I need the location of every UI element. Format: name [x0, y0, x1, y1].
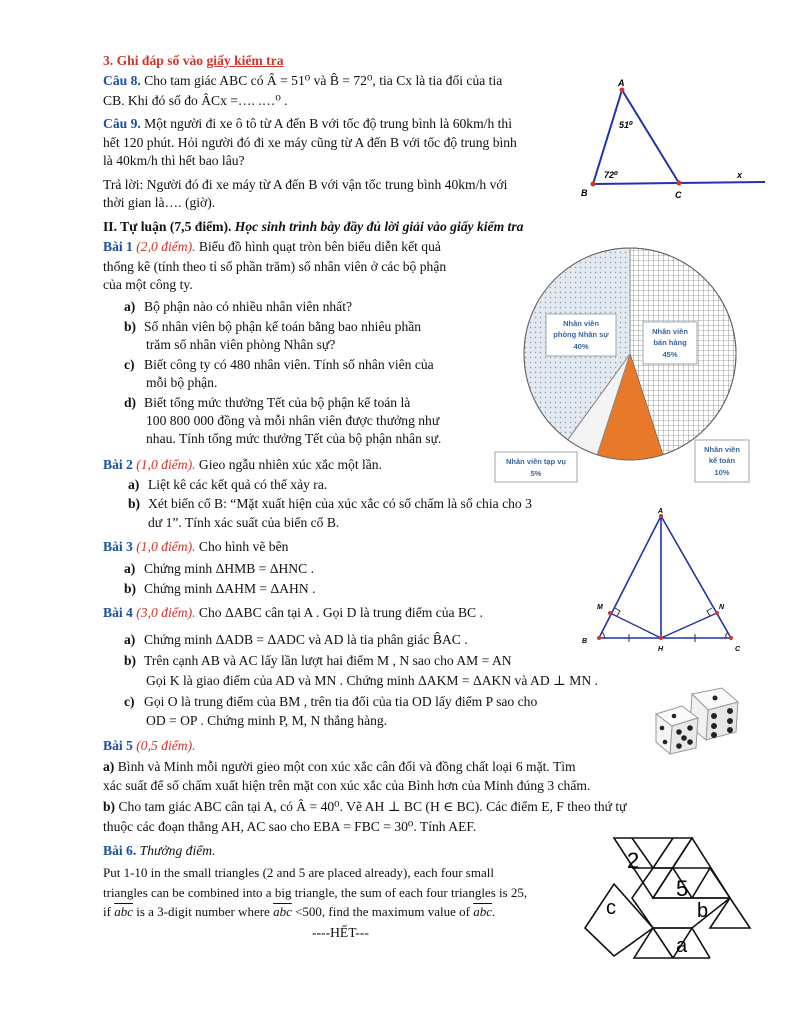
bai2-a-key: a) — [128, 477, 140, 492]
triangle-puzzle — [580, 832, 756, 960]
bai4-b — [124, 652, 512, 669]
bai3-b-key: b) — [124, 581, 137, 596]
segment-hm — [610, 613, 661, 638]
pie-label-hr-3: 40% — [573, 342, 589, 351]
bai1-a — [124, 298, 352, 315]
puzzle-number-2: 2 — [627, 848, 640, 873]
q9-line2: hết 120 phút. Hỏi người đó đi xe máy cũng từ A đến B với tốc độ trung bình — [103, 135, 517, 150]
bai1-intro2: thống kê (tính theo tỉ số phần trăm) số nhân viên ở các bộ phận — [103, 259, 447, 274]
bai6-l3a: if — [103, 904, 115, 919]
point-c — [677, 181, 682, 186]
puzzle-letter-a: a — [676, 935, 688, 957]
bai1-label: Bài 1 — [103, 239, 133, 254]
bai1-intro3: của một công ty. — [103, 277, 193, 292]
section3-title — [103, 52, 284, 69]
label-b: B — [581, 188, 588, 198]
bai5-b-key: b) — [103, 799, 116, 814]
pie-label-hr-1: Nhân viên — [563, 319, 599, 328]
pie-label-hr-2: phòng Nhân sự — [553, 330, 609, 339]
bai2-a — [128, 476, 327, 493]
bai3-intro-text: Cho hình vẽ bên — [195, 539, 289, 554]
label-c: C — [675, 190, 682, 200]
label-a2: A — [658, 508, 664, 515]
bai3-a — [124, 560, 314, 577]
label-n2: N — [719, 604, 725, 611]
bai6-line3 — [103, 903, 495, 920]
bai4-b-key: b) — [124, 653, 137, 668]
puzzle-letter-c: c — [606, 897, 616, 919]
bai3-label: Bài 3 — [103, 539, 133, 554]
bai6-points: Thưởng điểm. — [136, 843, 216, 858]
bai6-abc-1: $\overline{abc}$ — [114, 904, 133, 919]
label-c2: C — [735, 646, 741, 653]
answer-line1: Trả lời: Người đó đi xe máy từ A đến B với vận tốc trung bình 40km/h với — [103, 177, 508, 192]
triangle-abc-figure — [575, 78, 775, 203]
side-ac — [622, 90, 679, 183]
q8-line1 — [103, 72, 502, 89]
point-a — [620, 88, 625, 93]
bai3-b-text: Chứng minh ΔAHM = ΔAHN . — [144, 581, 316, 596]
q9-label: Câu 9. — [103, 116, 141, 131]
pie-label-sales-3: 45% — [662, 350, 678, 359]
bai6-abc-2: $\overline{abc}$ — [273, 904, 292, 919]
bai2-b-key: b) — [128, 496, 141, 511]
bai1-intro1: Biểu đồ hình quạt tròn bên biểu diễn kết quả — [195, 239, 441, 254]
bai5-b1 — [103, 798, 627, 815]
bai4-c-text2: OD = OP . Chứng minh P, M, N thẳng hàng. — [146, 713, 388, 728]
bai1-d-text3: nhau. Tính tổng mức thưởng Tết của bộ phận nhân sự. — [146, 431, 442, 446]
bai6-title — [103, 842, 215, 859]
bai4-points: (3,0 điểm). — [132, 605, 196, 620]
bai3-a-key: a) — [124, 561, 136, 576]
pie-label-acc-3: 10% — [714, 468, 730, 477]
bai6-l3d: . — [491, 904, 496, 919]
bai1-c-key: c) — [124, 357, 135, 372]
section3-title-b: giấy kiểm tra — [206, 53, 284, 68]
bai1-b-text2: trăm số nhân viên phòng Nhân sự? — [146, 337, 336, 352]
bai2-b-text1: Xét biến cố B: “Mặt xuất hiện của xúc xắc có số chấm là số chia cho 3 — [148, 496, 532, 511]
bai2-b — [128, 495, 532, 512]
bai4-a-text: Chứng minh ΔADB = ΔADC và AD là tia phân giác B̂AC . — [144, 632, 468, 647]
bai6-label: Bài 6. — [103, 843, 137, 858]
q8-line2: CB. Khi đó số đo ÂCx =…. .…⁰ . — [103, 93, 288, 108]
pie-label-acc-2: kế toán — [708, 456, 736, 465]
bai2-intro-text: Gieo ngẫu nhiên xúc xắc một lần. — [195, 457, 382, 472]
label-h2: H — [658, 646, 664, 653]
bai1-b — [124, 318, 421, 335]
bai5-label: Bài 5 — [103, 738, 133, 753]
bai3-a-text: Chứng minh ΔHMB = ΔHNC . — [144, 561, 314, 576]
bai5-a-key: a) — [103, 759, 115, 774]
bai5-a-text1: Bình và Minh mỗi người gieo một con xúc xắc cân đối và đồng chất loại 6 mặt. Tìm — [114, 759, 576, 774]
bai5-a-text2: xác suất để số chấm xuất hiện trên mặt con xúc xắc của Bình hơn của Minh đúng 3 chấm. — [103, 778, 591, 793]
section2-title-a: II. Tự luận (7,5 điểm). — [103, 219, 235, 234]
bai1-b-key: b) — [124, 319, 137, 334]
bai3-intro — [103, 538, 288, 555]
bai5-b-text2: thuộc các đoạn thẳng AH, AC sao cho EBA = FBC = 30⁰. Tính AEF. — [103, 819, 477, 834]
section3-title-a: 3. Ghi đáp số vào — [103, 53, 207, 68]
bai2-a-text: Liệt kê các kết quả có thể xảy ra. — [148, 477, 328, 492]
section2-title — [103, 218, 523, 235]
bai2-points: (1,0 điểm). — [132, 457, 196, 472]
bai4-c — [124, 693, 537, 710]
end-marker: ----HẾT--- — [312, 925, 369, 940]
bai1-b-text1: Số nhân viên bộ phận kế toán bằng bao nhiêu phần — [144, 319, 422, 334]
bai2-label: Bài 2 — [103, 457, 133, 472]
bai6-line1: Put 1-10 in the small triangles (2 and 5 are placed already), each four small — [103, 865, 494, 880]
q8-text1: Cho tam giác ABC có Â = 51⁰ và B̂ = 72⁰, tia Cx là tia đối của tia — [140, 73, 503, 88]
isosceles-triangle-figure — [577, 505, 747, 655]
bai5-a1 — [103, 758, 576, 775]
bai1-d-key: d) — [124, 395, 137, 410]
bai1-c — [124, 356, 434, 373]
bai4-a — [124, 631, 468, 648]
pie-label-sales-1: Nhân viên — [652, 327, 688, 336]
section2-title-b: Học sinh trình bày đầy đủ lời giải vào giấy kiểm tra — [234, 219, 524, 234]
point-b — [591, 182, 596, 187]
bai5-points: (0,5 điểm). — [132, 738, 196, 753]
label-b2: B — [582, 638, 588, 645]
label-x: x — [737, 170, 743, 180]
bai6-l3b: is a 3-digit number where — [132, 904, 274, 919]
bai1-d-text2: 100 800 000 đồng và mỗi nhân viên được thưởng như — [146, 413, 440, 428]
bai1-a-text: Bộ phận nào có nhiều nhân viên nhất? — [144, 299, 353, 314]
bai1-a-key: a) — [124, 299, 136, 314]
angle-a-label: 51⁰ — [619, 120, 633, 130]
puzzle-letter-b: b — [697, 900, 709, 922]
bai4-intro — [103, 604, 483, 621]
bai6-line2: triangles can be combined into a big triangle, the sum of each four triangles is 25, — [103, 885, 528, 900]
bai4-c-text1: Gọi O là trung điểm của BM , trên tia đối của tia OD lấy điểm P sao cho — [144, 694, 538, 709]
bai3-b — [124, 580, 315, 597]
bai4-c-key: c) — [124, 694, 135, 709]
die-front — [656, 706, 698, 754]
pie-chart — [493, 240, 785, 486]
bai1-points: (2,0 điểm). — [132, 239, 196, 254]
q8-label: Câu 8. — [103, 73, 141, 88]
label-m2: M — [597, 604, 603, 611]
bai5-b-text1: Cho tam giác ABC cân tại A, có Â = 40⁰. Vẽ AH ⊥ BC (H ∈ BC). Các điểm E, F theo thứ tự — [115, 799, 627, 814]
bai4-b-text2: Gọi K là giao điểm của AD và MN . Chứng minh ΔAKM = ΔAKN và AD ⊥ MN . — [146, 673, 598, 688]
bai4-intro-text: Cho ΔABC cân tại A . Gọi D là trung điểm của BC . — [195, 605, 483, 620]
bai1-intro — [103, 238, 441, 255]
angle-b-label: 72⁰ — [604, 170, 618, 180]
q9-line1 — [103, 115, 512, 132]
q9-text1: Một người đi xe ô tô từ A đến B với tốc độ trung bình là 60km/h thì — [140, 116, 512, 131]
bai1-d — [124, 394, 410, 411]
side-ab2 — [599, 516, 661, 638]
side-ac2 — [661, 516, 731, 638]
pie-label-misc-1: Nhân viên tạp vụ — [505, 457, 567, 466]
bai1-c-text1: Biết công ty có 480 nhân viên. Tính số nhân viên của — [144, 357, 434, 372]
bai1-d-text1: Biết tổng mức thưởng Tết của bộ phận kế toán là — [144, 395, 411, 410]
puzzle-number-5: 5 — [676, 876, 689, 901]
bai6-abc-3: $\overline{abc}$ — [473, 904, 492, 919]
dice-image — [652, 684, 740, 756]
bai5-title — [103, 737, 196, 754]
pie-label-acc-1: Nhân viên — [704, 445, 740, 454]
bai2-b-text2: dư 1”. Tính xác suất của biến cố B. — [148, 515, 340, 530]
bai2-intro — [103, 456, 382, 473]
bai4-label: Bài 4 — [103, 605, 133, 620]
bai1-c-text2: mỗi bộ phận. — [146, 375, 218, 390]
q9-line3: là 40km/h thì hết bao lâu? — [103, 153, 245, 168]
answer-line2: thời gian là…. (giờ). — [103, 195, 216, 210]
pie-label-sales-2: bán hàng — [653, 338, 687, 347]
bai3-points: (1,0 điểm). — [132, 539, 196, 554]
bai6-l3c: <500, find the maximum value of — [291, 904, 474, 919]
bai4-b-text1: Trên cạnh AB và AC lấy lần lượt hai điểm M , N sao cho AM = AN — [144, 653, 512, 668]
label-a: A — [618, 78, 625, 88]
pie-label-misc-2: 5% — [530, 469, 542, 478]
bai4-a-key: a) — [124, 632, 136, 647]
segment-hn — [661, 613, 717, 638]
